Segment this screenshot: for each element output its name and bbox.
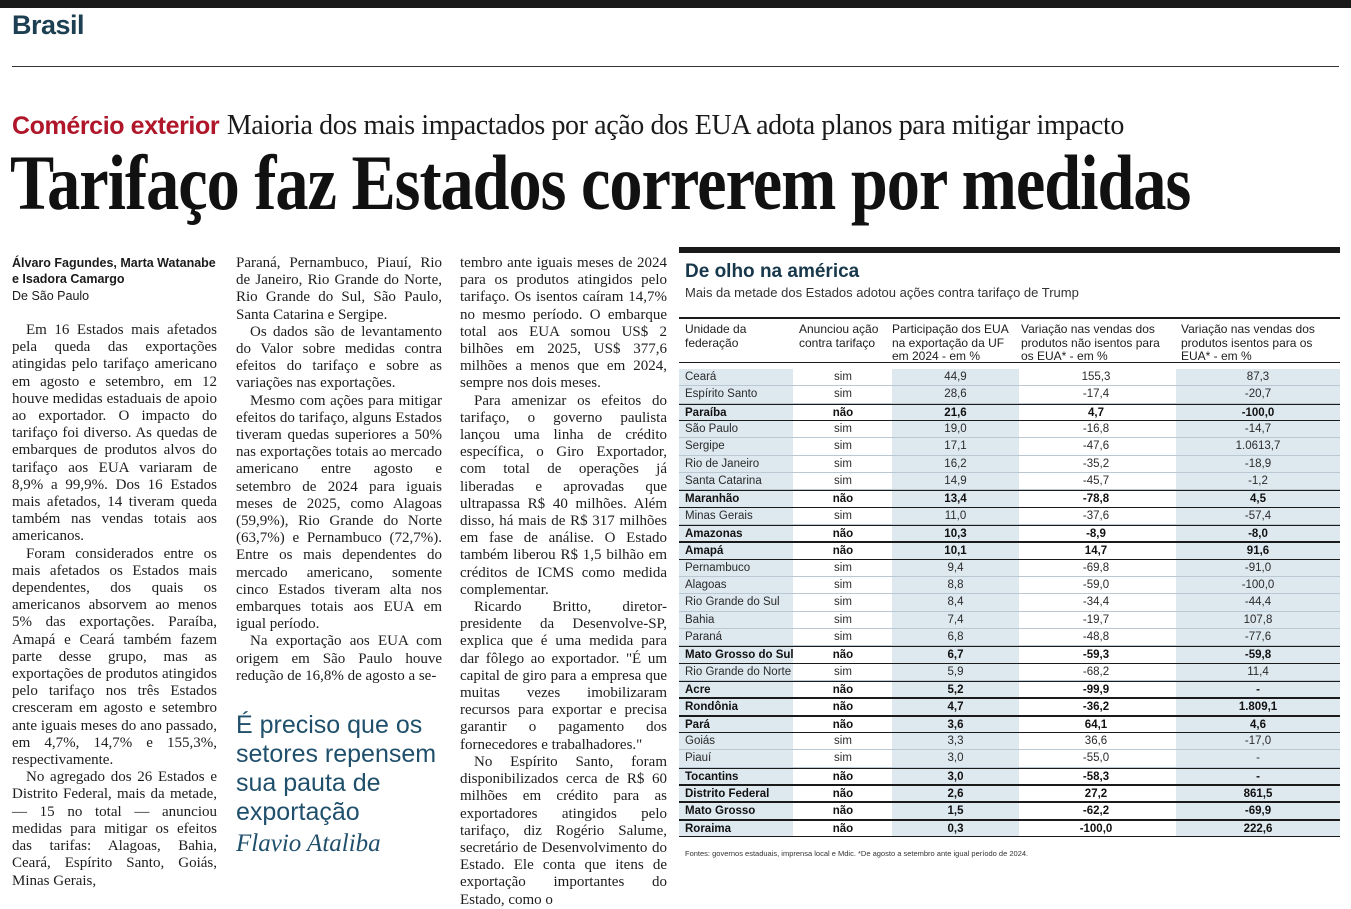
paragraph: tembro ante iguais meses de 2024 para os produtos atingidos pelo tarifaço. Os isentos caíram 14,7% no mesmo período. O embarque total aos EUA somou US$ 2 bilhões em 2025, US$ 377,6 milhões a menos que em 2024, sempre nos dois meses.: [460, 255, 667, 392]
data-table-panel: [679, 247, 1340, 859]
divider: [12, 66, 1339, 67]
cell-nao-isentos: -36,2: [1082, 701, 1110, 714]
table-body: [679, 369, 1340, 837]
cell-uf: Acre: [685, 683, 711, 696]
cell-nao-isentos: -68,2: [1082, 665, 1110, 678]
article-column-2: [236, 255, 442, 685]
cell-participacao: 17,1: [944, 440, 967, 453]
cell-participacao: 19,0: [944, 422, 967, 435]
cell-isentos: -14,7: [1244, 422, 1272, 435]
paragraph: Na exportação aos EUA com origem em São Paulo houve redução de 16,8% de agosto a se-: [236, 633, 442, 684]
cell-isentos: -59,8: [1244, 649, 1272, 662]
kicker: Comércio exterior: [12, 112, 220, 140]
byline-names: Álvaro Fagundes, Marta Watanabe e Isadora Camargo: [12, 256, 216, 286]
cell-isentos: 87,3: [1246, 371, 1270, 383]
cell-nao-isentos: -69,8: [1082, 561, 1110, 574]
pull-quote: É preciso que os setores repensem sua pauta de exportação: [236, 711, 437, 826]
cell-anunciou: sim: [834, 630, 852, 643]
cell-isentos: -8,0: [1248, 527, 1268, 540]
cell-isentos: -77,6: [1244, 630, 1272, 643]
paragraph: Para amenizar os efeitos do tarifaço, o governo paulista lançou uma linha de crédito específica, o Giro Exportador, com total de operações já liberadas e aprovadas que ultrapassa R$ 40 milhões. Além disso, há mais de R$ 317 milhões em fase de análise. O Estado também liberou R$ 1,5 bilhão em créditos de ICMS como medida complementar.: [460, 392, 667, 598]
cell-isentos: -57,4: [1244, 509, 1272, 522]
cell-uf: São Paulo: [685, 422, 739, 435]
cell-anunciou: sim: [834, 734, 852, 747]
cell-isentos: -91,0: [1244, 561, 1272, 574]
cell-isentos: -44,4: [1244, 596, 1272, 609]
cell-uf: Rio Grande do Norte: [685, 665, 792, 678]
cell-uf: Maranhão: [685, 493, 740, 506]
table-row: [679, 750, 1340, 767]
cell-nao-isentos: -78,8: [1082, 493, 1110, 506]
paragraph: No Espírito Santo, foram disponibilizados cerca de R$ 60 milhões em crédito para as exportadores atingidos pelo tarifaço, diz Rogério Salume, secretário de Desenvolvimento do Estado. Ele conta que itens de exportação importantes do Estado, como o: [460, 753, 667, 908]
cell-participacao: 6,8: [947, 630, 964, 643]
cell-nao-isentos: -47,6: [1082, 440, 1110, 453]
cell-anunciou: não: [832, 770, 854, 783]
cell-uf: Roraima: [685, 822, 732, 835]
cell-nao-isentos: -17,4: [1082, 388, 1110, 401]
table-row: [679, 681, 1340, 698]
cell-isentos: -: [1256, 770, 1260, 783]
cell-isentos: -69,9: [1244, 805, 1272, 818]
cell-uf: Paraná: [685, 630, 723, 643]
table-row: [679, 404, 1340, 421]
cell-uf: Ceará: [685, 371, 717, 383]
cell-isentos: 91,6: [1246, 545, 1270, 558]
table-row: [679, 646, 1340, 663]
cell-nao-isentos: 36,6: [1084, 734, 1108, 747]
cell-anunciou: não: [832, 527, 854, 540]
cell-participacao: 5,2: [947, 683, 964, 696]
cell-uf: Pará: [685, 718, 710, 731]
table-row: [679, 802, 1340, 819]
table-row: [679, 490, 1340, 507]
cell-isentos: -100,0: [1241, 406, 1275, 419]
table-row: [679, 560, 1340, 577]
cell-nao-isentos: -100,0: [1079, 822, 1113, 835]
cell-uf: Mato Grosso: [685, 805, 756, 818]
cell-isentos: -: [1256, 683, 1260, 696]
table-title: De olho na américa: [685, 261, 860, 282]
cell-uf: Piauí: [685, 752, 712, 765]
cell-uf: Amazonas: [685, 527, 743, 540]
top-bar: [0, 0, 1351, 8]
cell-uf: Alagoas: [685, 578, 727, 591]
panel-rule: [679, 247, 1340, 253]
cell-isentos: 11,4: [1247, 665, 1269, 678]
cell-anunciou: sim: [834, 440, 852, 453]
cell-nao-isentos: 4,7: [1088, 406, 1104, 419]
cell-isentos: 222,6: [1243, 822, 1273, 835]
cell-isentos: 4,5: [1250, 493, 1266, 506]
cell-participacao: 6,7: [947, 649, 964, 662]
table-row: [679, 456, 1340, 473]
cell-participacao: 7,4: [947, 613, 964, 626]
cell-uf: Rondônia: [685, 701, 739, 714]
cell-participacao: 1,5: [947, 805, 964, 818]
header-nao-isentos: Variação nas vendas dos produtos não isentos para os EUA* - em %: [1021, 322, 1160, 363]
cell-participacao: 9,4: [947, 561, 964, 574]
cell-nao-isentos: 27,2: [1084, 787, 1108, 800]
cell-participacao: 3,3: [947, 734, 964, 747]
cell-anunciou: sim: [834, 613, 852, 626]
cell-nao-isentos: -59,0: [1082, 578, 1110, 591]
cell-nao-isentos: 155,3: [1081, 371, 1111, 383]
cell-anunciou: sim: [834, 371, 852, 383]
cell-isentos: -: [1256, 752, 1260, 765]
table-row: [679, 473, 1340, 490]
cell-nao-isentos: -62,2: [1082, 805, 1110, 818]
cell-uf: Rio Grande do Sul: [685, 596, 780, 609]
cell-nao-isentos: -16,8: [1082, 422, 1110, 435]
table-row: [679, 733, 1340, 750]
subhead: Maioria dos mais impactados por ação dos EUA adota planos para mitigar impacto: [226, 110, 1124, 141]
table-row: [679, 716, 1340, 733]
paragraph: No agregado dos 26 Estados e Distrito Federal, mais da metade, — 15 no total — anunciou medidas para mitigar os efeitos das tarifas: Alagoas, Bahia, Ceará, Espírito Santo, Goiás, Minas Gerais,: [12, 769, 217, 889]
cell-uf: Distrito Federal: [685, 787, 770, 800]
table-row: [679, 421, 1340, 438]
table-header: [679, 317, 1340, 363]
cell-participacao: 5,9: [947, 665, 964, 678]
cell-uf: Santa Catarina: [685, 474, 762, 487]
header-isentos: Variação nas vendas dos produtos isentos para os EUA* - em %: [1181, 322, 1315, 363]
cell-isentos: 107,8: [1243, 613, 1273, 626]
cell-anunciou: não: [832, 822, 854, 835]
cell-isentos: 1.809,1: [1238, 701, 1278, 714]
cell-uf: Sergipe: [685, 440, 725, 453]
cell-anunciou: não: [832, 493, 854, 506]
cell-isentos: 4,6: [1250, 718, 1266, 731]
table-row: [679, 785, 1340, 802]
cell-anunciou: sim: [834, 474, 852, 487]
cell-anunciou: sim: [834, 578, 852, 591]
cell-participacao: 8,8: [947, 578, 964, 591]
byline: [12, 255, 222, 304]
cell-uf: Tocantins: [685, 770, 739, 783]
cell-anunciou: sim: [834, 561, 852, 574]
cell-participacao: 3,0: [947, 752, 964, 765]
cell-participacao: 2,6: [947, 787, 964, 800]
cell-isentos: 861,5: [1243, 787, 1273, 800]
cell-anunciou: sim: [834, 509, 852, 522]
cell-isentos: -18,9: [1244, 457, 1272, 470]
table-row: [679, 664, 1340, 681]
cell-anunciou: sim: [834, 752, 852, 765]
cell-nao-isentos: -37,6: [1082, 509, 1110, 522]
cell-participacao: 3,0: [947, 770, 964, 783]
cell-anunciou: não: [832, 683, 854, 696]
cell-nao-isentos: -55,0: [1082, 752, 1110, 765]
cell-anunciou: não: [832, 545, 854, 558]
cell-anunciou: não: [832, 649, 854, 662]
article-column-3: [460, 255, 667, 909]
cell-participacao: 0,3: [947, 822, 964, 835]
cell-uf: Goiás: [685, 734, 716, 747]
cell-participacao: 13,4: [944, 493, 967, 506]
table-row: [679, 438, 1340, 455]
pull-quote-author: Flavio Ataliba: [236, 830, 381, 857]
table-row: [679, 508, 1340, 525]
cell-nao-isentos: -8,9: [1086, 527, 1106, 540]
header-participacao: Participação dos EUA na exportação da UF em 2024 - em %: [892, 322, 1009, 363]
cell-nao-isentos: 14,7: [1084, 545, 1108, 558]
cell-anunciou: sim: [834, 388, 852, 401]
cell-nao-isentos: -45,7: [1082, 474, 1110, 487]
table-row: [679, 594, 1340, 611]
table-subtitle: Mais da metade dos Estados adotou ações contra tarifaço de Trump: [685, 285, 1079, 300]
cell-participacao: 10,1: [944, 545, 967, 558]
cell-nao-isentos: -59,3: [1082, 649, 1110, 662]
paragraph: Paraná, Pernambuco, Piauí, Rio de Janeiro, Rio Grande do Norte, Rio Grande do Sul, São Paulo, Santa Catarina e Sergipe.: [236, 255, 442, 323]
cell-anunciou: sim: [834, 422, 852, 435]
cell-uf: Minas Gerais: [685, 509, 753, 522]
cell-anunciou: sim: [834, 665, 852, 678]
paragraph: Os dados são de levantamento do Valor sobre medidas contra efeitos do tarifaço e sobre as variações nas exportações.: [236, 323, 442, 392]
cell-uf: Amapá: [685, 545, 724, 558]
cell-uf: Mato Grosso do Sul: [685, 649, 794, 662]
article-column-1: [12, 322, 217, 890]
paragraph: Foram considerados entre os mais afetados os Estados mais dependentes, dos quais os americanos absorvem ao menos 5% das exportações. Paraíba, Amapá e Ceará também fazem parte desse grupo, mas as exportações de produtos atingidos pelo tarifaço nos três Estados cresceram em agosto e setembro ante iguais meses do ano passado, em 4,7%, 14,7% e 155,3%, respectivamente.: [12, 545, 217, 769]
cell-nao-isentos: -99,9: [1082, 683, 1110, 696]
cell-isentos: -100,0: [1241, 578, 1275, 591]
cell-nao-isentos: 64,1: [1084, 718, 1108, 731]
table-row: [679, 369, 1340, 386]
table-source: Fontes: governos estaduais, imprensa local e Mdic. *De agosto a setembro ante igual período de 2024.: [685, 849, 1029, 858]
cell-nao-isentos: -58,3: [1082, 770, 1110, 783]
table-row: [679, 768, 1340, 785]
table-row: [679, 629, 1340, 646]
cell-anunciou: não: [832, 718, 854, 731]
paragraph: Em 16 Estados mais afetados pela queda das exportações atingidas pelo tarifaço americano em agosto e setembro, em 12 houve medidas estaduais de apoio ao exportador. O impacto do tarifaço foi diverso. As quedas de embarques de produtos alvos do tarifaço aos EUA variaram de 8,9% a 99,9%. Dos 16 Estados mais afetados, 14 tiveram queda também nas vendas totais aos americanos.: [12, 322, 217, 545]
cell-nao-isentos: -48,8: [1082, 630, 1110, 643]
cell-nao-isentos: -19,7: [1082, 613, 1110, 626]
cell-anunciou: não: [832, 787, 854, 800]
cell-uf: Pernambuco: [685, 561, 751, 574]
cell-participacao: 14,9: [944, 474, 967, 487]
cell-participacao: 10,3: [944, 527, 967, 540]
cell-participacao: 3,6: [947, 718, 964, 731]
cell-participacao: 21,6: [944, 406, 967, 419]
cell-participacao: 4,7: [947, 701, 964, 714]
cell-participacao: 11,0: [944, 509, 967, 522]
cell-participacao: 8,4: [947, 596, 964, 609]
cell-anunciou: não: [832, 701, 854, 714]
byline-location: De São Paulo: [12, 289, 90, 303]
table-row: [679, 820, 1340, 837]
table-row: [679, 577, 1340, 594]
section-label: Brasil: [12, 10, 85, 40]
cell-uf: Rio de Janeiro: [685, 457, 760, 470]
header-anunciou: Anunciou ação contra tarifaço: [799, 322, 879, 350]
cell-anunciou: sim: [834, 457, 852, 470]
cell-isentos: -20,7: [1244, 388, 1272, 401]
cell-participacao: 16,2: [944, 457, 967, 470]
cell-anunciou: não: [832, 805, 854, 818]
cell-uf: Espírito Santo: [685, 388, 758, 401]
cell-anunciou: sim: [834, 596, 852, 609]
cell-isentos: -17,0: [1244, 734, 1272, 747]
paragraph: Ricardo Britto, diretor-presidente da Desenvolve-SP, explica que é uma medida para dar fôlego ao exportador. "É um capital de giro para a empresa que muitas vezes imobilizaram recursos para exportar e precisa garantir o pagamento dos fornecedores e trabalhadores.": [460, 599, 667, 753]
cell-nao-isentos: -34,4: [1082, 596, 1110, 609]
paragraph: Mesmo com ações para mitigar efeitos do tarifaço, alguns Estados tiveram quedas superiores a 50% nas exportações totais ao mercado americano entre agosto e setembro de 2024 para iguais meses de 2025, como Alagoas (59,9%), Rio Grande do Norte (63,7%) e Pernambuco (72,7%). Entre os mais dependentes do mercado americano, somente cinco Estados tiveram alta nos embarques totais aos EUA em igual período.: [236, 392, 442, 633]
table-row: [679, 525, 1340, 542]
cell-uf: Paraíba: [685, 406, 727, 419]
header-uf: Unidade da federação: [685, 322, 747, 350]
cell-uf: Bahia: [685, 613, 715, 626]
table-row: [679, 542, 1340, 559]
table-row: [679, 386, 1340, 403]
table-row: [679, 698, 1340, 715]
cell-nao-isentos: -35,2: [1082, 457, 1110, 470]
cell-isentos: -1,2: [1248, 474, 1268, 487]
cell-isentos: 1.0613,7: [1235, 440, 1281, 453]
cell-participacao: 44,9: [944, 371, 967, 383]
headline: Tarifaço faz Estados correrem por medidas: [10, 139, 1191, 226]
table-row: [679, 612, 1340, 629]
cell-anunciou: não: [832, 406, 854, 419]
cell-participacao: 28,6: [944, 388, 967, 401]
